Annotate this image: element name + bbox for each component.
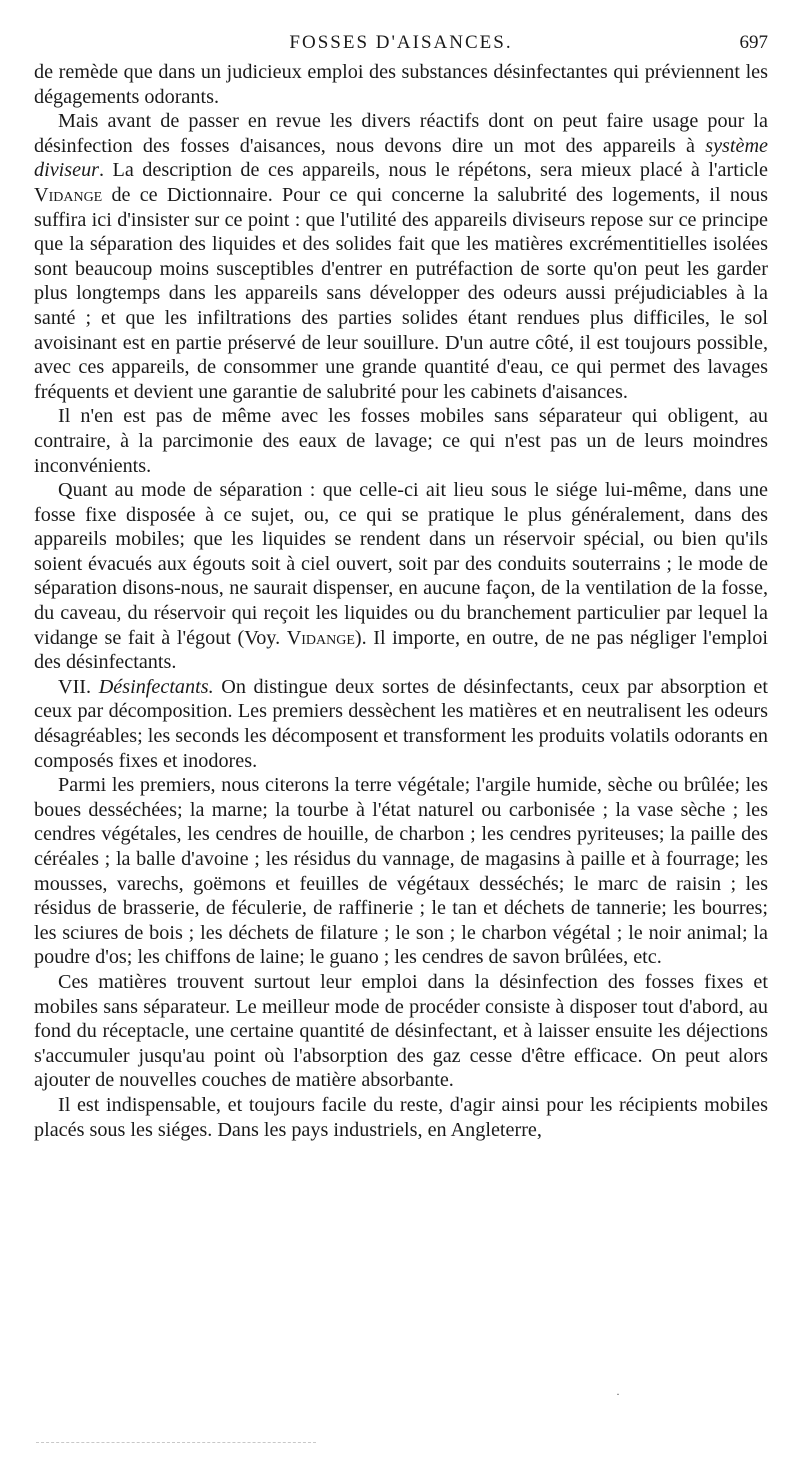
paragraph-2-part-c: de ce Dictionnaire. Pour ce qui concerne la salubrité des logements, il nous suffira ici d'insister sur ce point : que l'utilité des appareils diviseurs repose sur ce principe que la séparation des liquides et des solides fait que les matières excrémentitielles isolées sont beaucoup moins susceptibles d'entrer en putréfaction de sorte qu'on peut les garder plus longtemps dans les appareils sans développer des odeurs aussi préjudiciables à la santé ; et que les infiltrations des parties solides étant rendues plus difficiles, le sol avoisinant est en partie préservé de leur souillure. D'un autre côté, il est toujours possible, avec ces appareils, de consommer une grande quantité d'eau, ce qui permet des lavages fréquents et devient une garantie de salubrité pour les cabinets d'aisances. (34, 183, 768, 403)
paragraph-4-part-b: ). Il importe, en outre, de ne pas négliger l'emploi des désinfectants. (34, 626, 768, 674)
paragraph-2-part-b: . La description de ces appareils, nous le répétons, sera mieux placé à l'article (99, 159, 768, 182)
paragraph-3: Il n'en est pas de même avec les fosses mobiles sans séparateur qui obligent, au contraire, à la parcimonie des eaux de lavage; ce qui n'est pas un de leurs moindres inconvénients. (34, 405, 768, 477)
running-title: FOSSES D'AISANCES. (289, 32, 513, 53)
running-header (34, 26, 768, 60)
page-number: 697 (739, 32, 768, 53)
paragraph-6: Parmi les premiers, nous citerons la terre végétale; l'argile humide, sèche ou brûlée; les boues desséchées; la marne; la tourbe à l'état naturel ou carbonisée ; la vase sèche ; les cendres végétales, les cendres de houille, de charbon ; les cendres pyriteuses; la paille des céréales ; la balle d'avoine ; les résidus du vannage, de magasins à paille et à fourrage; les mousses, varechs, goëmons et feuilles de végétaux desséchés; le marc de raisin ; les résidus de brasserie, de féculerie, de raffinerie ; le tan et déchets de tannerie; les bourres; les sciures de bois ; les déchets de filature ; le son ; le charbon végétal ; le noir animal; la poudre d'os; les chiffons de laine; le guano ; les cendres de savon brûlées, etc. (34, 774, 768, 969)
cross-reference-vidange-2: Vidange (286, 626, 355, 649)
paragraph-4-part-a: Quant au mode de séparation : que celle-ci ait lieu sous le siége lui-même, dans une fosse fixe disposée à ce sujet, ou, ce qui se pratique le plus généralement, dans des appareils mobiles; que les liquides se rendent dans un réservoir spécial, ou bien qu'ils soient évacués aux égouts soit à ciel ouvert, soit par des conduits souterrains ; le mode de séparation disons-nous, ne saurait dispenser, en aucune façon, de la ventilation de la fosse, du caveau, du réservoir qui reçoit les liquides ou du branchement particulier par lequel la vidange se fait à l'égout (Voy. (34, 479, 768, 649)
paragraph-8: Il est indispensable, et toujours facile du reste, d'agir ainsi pour les récipients mobiles placés sous les siéges. Dans les pays industriels, en Angleterre, (34, 1093, 768, 1141)
print-speck: · (616, 1387, 620, 1401)
paragraph-7: Ces matières trouvent surtout leur emploi dans la désinfection des fosses fixes et mobiles sans séparateur. Le meilleur mode de procéder consiste à disposer tout d'abord, au fond du réceptacle, une certaine quantité de désinfectant, et à laisser ensuite les déjections s'accumuler jusqu'au point où l'absorption des gaz cesse d'être efficace. On peut alors ajouter de nouvelles couches de matière absorbante. (34, 970, 768, 1092)
paragraph-5 (34, 675, 768, 773)
paragraph-2 (34, 109, 768, 404)
paragraph-1: de remède que dans un judicieux emploi des substances désinfectantes qui préviennent les dégagements odorants. (34, 61, 768, 108)
term-systeme-diviseur: système diviseur (34, 134, 768, 182)
paragraph-4 (34, 478, 768, 675)
bleed-through-line (36, 1442, 316, 1443)
section-number: VII. (58, 675, 99, 698)
paragraph-2-part-a: Mais avant de passer en revue les divers réactifs dont on peut faire usage pour la désinfection des fosses d'aisances, nous devons dire un mot des appareils à (34, 110, 768, 157)
cross-reference-vidange: Vidange (34, 183, 103, 206)
paragraph-5-part-b: On distingue deux sortes de désinfectants, ceux par absorption et ceux par décomposition. Les premiers dessèchent les matières et en neutralisent les odeurs désagréables; les seconds les décomposent et transforment les produits volatils odorants en composés fixes et inodores. (34, 675, 768, 772)
section-heading-desinfectants: Désinfectants. (98, 675, 214, 698)
body-text (34, 60, 768, 1142)
book-page (34, 26, 768, 1142)
